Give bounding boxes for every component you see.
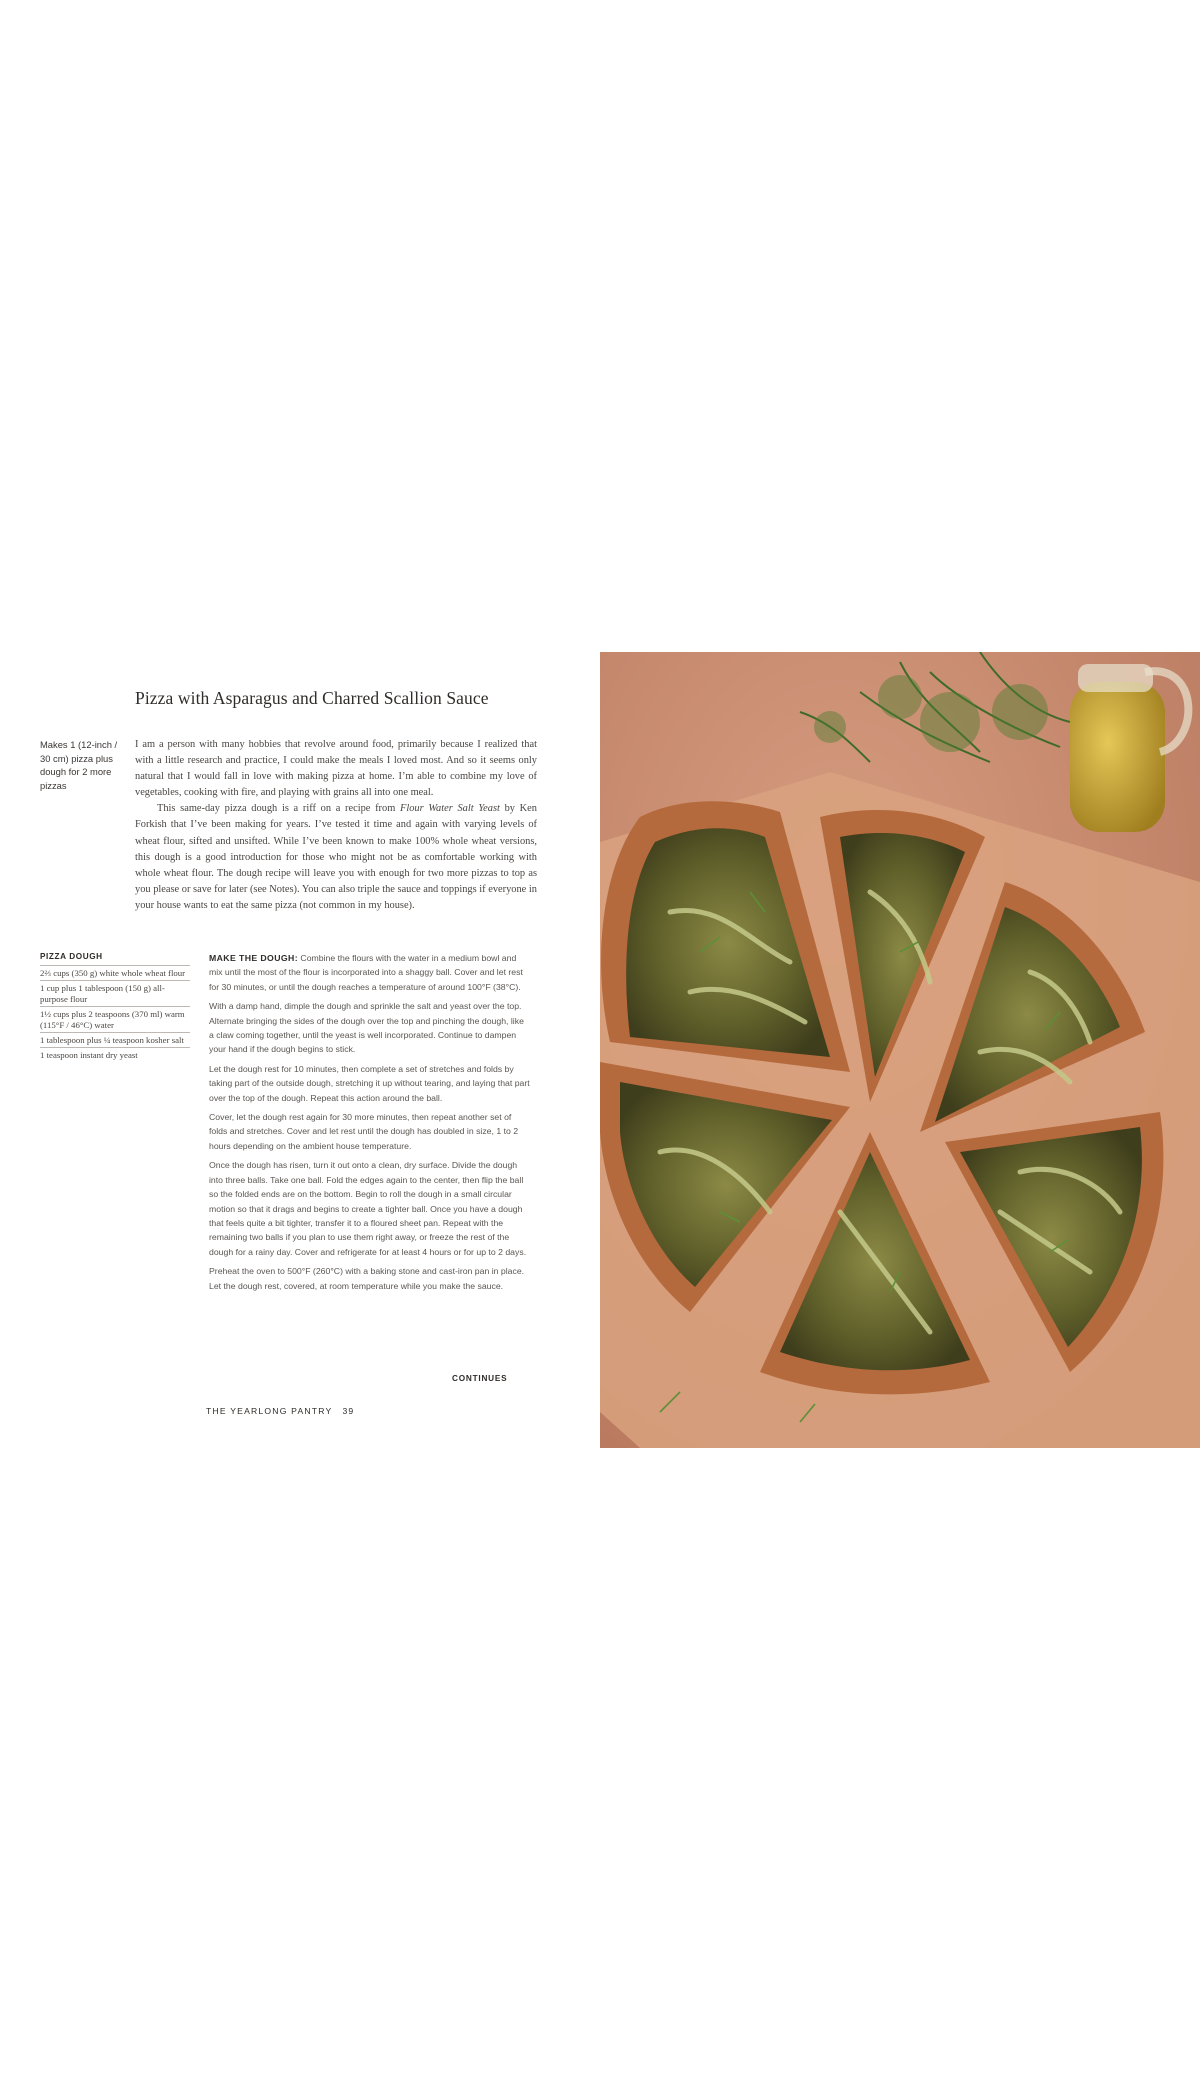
intro-paragraph: I am a person with many hobbies that revolve around food, primarily because I realized that with a little research and practice, I could make the meals I loved most. And so it seems only natural that I would fall in love with making pizza at home. I’m able to combine my love of vegetables, cooking with fire, and playing with grains all into one meal. — [135, 739, 537, 799]
ingredient-item: 1 teaspoon instant dry yeast — [40, 1050, 138, 1061]
method-step: MAKE THE DOUGH: Combine the flours with the water in a medium bowl and mix until the most of the flour is incorporated into a shaggy ball. Cover and let rest for 30 minutes, or until the dough reaches a temperature of around 100°F (38°C). — [209, 953, 523, 992]
recipe-title: Pizza with Asparagus and Charred Scallion Sauce — [135, 688, 489, 708]
intro-paragraph: This same-day pizza dough is a riff on a recipe from Flour Water Salt Yeast by Ken Forkish that I’ve been making for years. I’ve tested it time and again with varying levels of wheat flour, sifted and unsifted. While I’ve been known to make 100% whole wheat versions, this dough is a good introduction for those who might not be as comfortable working with whole wheat flour. The dough recipe will leave you with enough for two more pizzas to top as you please or save for later (see Notes). You can also triple the sauce and toppings if everyone in your house wants to eat the same pizza (not common in my house). — [135, 803, 537, 911]
method-step-lead: MAKE THE DOUGH: — [209, 953, 299, 963]
ingredient-item: 1½ cups plus 2 teaspoons (370 ml) warm (115°F / 46°C) water — [40, 1007, 190, 1033]
ingredient-list — [40, 952, 190, 1063]
recipe-intro — [135, 737, 537, 914]
book-reference: Flour Water Salt Yeast — [399, 803, 500, 815]
pizza-illustration — [600, 652, 1200, 1448]
method-step: With a damp hand, dimple the dough and sprinkle the salt and yeast over the top. Alternate bringing the sides of the dough over the top and pinching the dough, like a claw coming together, until the yeast is well incorporated. Continue to dampen your hand if the dough begins to stick. — [209, 1001, 524, 1055]
method-step: Let the dough rest for 10 minutes, then complete a set of stretches and folds by taking part of the outside dough, stretching it up without tearing, and laying that part over the top of the dough. Repeat this action around the ball. — [209, 1063, 530, 1103]
page-footer — [206, 1406, 354, 1416]
ingredient-item: 1 tablespoon plus ¼ teaspoon kosher salt — [40, 1033, 190, 1048]
method-step: Once the dough has risen, turn it out onto a clean, dry surface. Divide the dough into three balls. Take one ball. Fold the edges again to the center, then flip the ball so the folded ends are on the bottom. Begin to roll the dough in a small circular motion so that it drags and begins to create a tighter ball. Once you have a dough that feels quite a bit tighter, transfer it to a floured sheet pan. Repeat with the remaining two balls if you plan to use them right away, or freeze the rest of the dough for a rainy day. Cover and refrigerate for at least 4 hours or for up to 2 days. — [209, 1160, 527, 1257]
page-number: 39 — [342, 1406, 355, 1416]
book-title: THE YEARLONG PANTRY — [206, 1406, 333, 1416]
method-steps — [209, 951, 531, 1298]
ingredient-heading: PIZZA DOUGH — [40, 952, 190, 966]
continues-label: CONTINUES — [452, 1374, 508, 1383]
book-spread — [0, 652, 1200, 1448]
ingredient-item: 1 cup plus 1 tablespoon (150 g) all-purpose flour — [40, 981, 190, 1007]
recipe-yield: Makes 1 (12-inch / 30 cm) pizza plus dough for 2 more pizzas — [40, 739, 118, 791]
method-step: Cover, let the dough rest again for 30 more minutes, then repeat another set of folds and stretches. Cover and let rest until the dough has doubled in size, 1 to 2 hours depending on the ambient house temperature. — [209, 1112, 519, 1151]
method-step: Preheat the oven to 500°F (260°C) with a baking stone and cast-iron pan in place. Let the dough rest, covered, at room temperature while you make the sauce. — [209, 1266, 525, 1291]
ingredient-item: 2⅔ cups (350 g) white whole wheat flour — [40, 966, 190, 981]
pizza-photo — [600, 652, 1200, 1448]
